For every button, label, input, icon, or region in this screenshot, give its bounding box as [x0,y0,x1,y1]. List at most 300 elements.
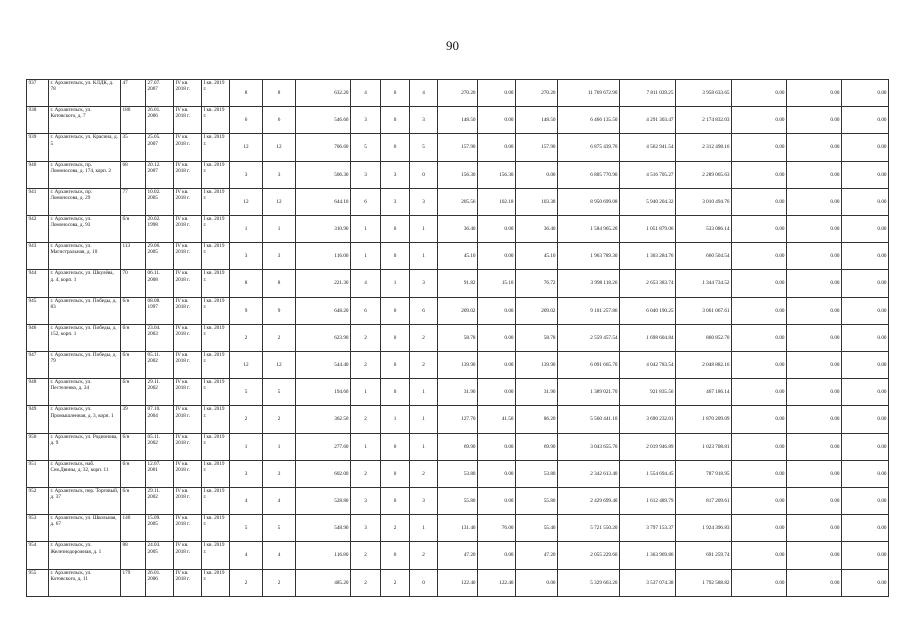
cost-other-cell: 0.00 [787,80,842,107]
planned-quarter-cell: IV кв. 2018 г. [174,80,202,107]
table-row [27,515,889,542]
end-quarter-cell: I кв. 2019 г. [202,161,230,188]
area-cell: 362.50 [296,406,351,433]
rooms-private-cell: 0 [410,161,438,188]
rooms-private-cell: 3 [410,188,438,215]
cost-total-cell: 2 429 699.40 [558,488,620,515]
doc-number-cell: 77 [121,188,146,215]
residents-total-cell: 12 [230,352,263,379]
residents-total-cell: 3 [230,460,263,487]
rooms-total-cell: 1 [351,216,381,243]
cost-local-cell: 0.00 [732,216,787,243]
doc-number-cell: б/н [121,324,146,351]
rooms-private-cell: 1 [410,515,438,542]
planned-quarter-cell: IV кв. 2018 г. [174,134,202,161]
cost-fund-cell: 1 612 489.79 [620,488,676,515]
row-number: 949 [27,406,49,433]
end-quarter-cell: I кв. 2019 г. [202,270,230,297]
planned-quarter-cell: IV кв. 2018 г. [174,297,202,324]
cost-fund-cell: 3 690 232.01 [620,406,676,433]
cost-region-cell: 467 186.14 [676,379,732,406]
cost-region-cell: 660 504.54 [676,243,732,270]
area-total-cell: 122.40 [438,569,478,596]
end-quarter-cell: I кв. 2019 г. [202,542,230,569]
area-total-cell: 139.90 [438,352,478,379]
cost-extra-cell: 0.00 [842,243,889,270]
cost-extra-cell: 0.00 [842,297,889,324]
cost-region-cell: 2 312 498.16 [676,134,732,161]
area-cell: 194.60 [296,379,351,406]
cost-region-cell: 2 048 882.16 [676,352,732,379]
cost-fund-cell: 3 797 153.37 [620,515,676,542]
planned-quarter-cell: IV кв. 2018 г. [174,379,202,406]
cost-region-cell: 1 924 396.83 [676,515,732,542]
rooms-private-cell: 1 [410,406,438,433]
cost-total-cell: 5 329 663.20 [558,569,620,596]
doc-date-cell: 26.01. 2006 [146,569,174,596]
area-cell: 644.10 [296,188,351,215]
cost-fund-cell: 2 653 383.74 [620,270,676,297]
residents-resettled-cell: 12 [263,188,296,215]
area-total-cell: 209.02 [438,297,478,324]
cost-extra-cell: 0.00 [842,433,889,460]
cost-extra-cell: 0.00 [842,161,889,188]
residents-total-cell: 12 [230,188,263,215]
cost-fund-cell: 1 051 879.06 [620,216,676,243]
row-number: 954 [27,542,49,569]
planned-quarter-cell: IV кв. 2018 г. [174,406,202,433]
cost-region-cell: 787 918.95 [676,460,732,487]
rooms-municipal-cell: 0 [381,379,410,406]
cost-local-cell: 0.00 [732,297,787,324]
rooms-private-cell: 1 [410,379,438,406]
doc-date-cell: 26.01. 2006 [146,107,174,134]
cost-total-cell: 11 769 672.90 [558,80,620,107]
area-cell: 546.60 [296,107,351,134]
rooms-total-cell: 2 [351,324,381,351]
cost-local-cell: 0.00 [732,460,787,487]
doc-date-cell: 29.11. 2002 [146,379,174,406]
address-cell: г. Архангельск, пр. Ломоносова, д. 174, корп. 2 [49,161,121,188]
area-cell: 277.60 [296,433,351,460]
cost-other-cell: 0.00 [787,107,842,134]
cost-local-cell: 0.00 [732,379,787,406]
table-row [27,216,889,243]
residents-resettled-cell: 4 [263,542,296,569]
rooms-private-cell: 3 [410,270,438,297]
address-cell: г. Архангельск, наб. Сев.Двины, д. 32, корп. 11 [49,460,121,487]
cost-total-cell: 3 043 655.70 [558,433,620,460]
doc-date-cell: 20.12. 2007 [146,161,174,188]
row-number: 955 [27,569,49,596]
table-row [27,379,889,406]
cost-region-cell: 2 174 832.03 [676,107,732,134]
end-quarter-cell: I кв. 2019 г. [202,515,230,542]
end-quarter-cell: I кв. 2019 г. [202,406,230,433]
rooms-municipal-cell: 1 [381,406,410,433]
area-private-cell: 55.40 [516,515,558,542]
rooms-municipal-cell: 0 [381,107,410,134]
cost-local-cell: 0.00 [732,270,787,297]
end-quarter-cell: I кв. 2019 г. [202,107,230,134]
rooms-total-cell: 5 [351,134,381,161]
cost-fund-cell: 7 811 039.25 [620,80,676,107]
area-private-cell: 270.20 [516,80,558,107]
area-total-cell: 53.80 [438,460,478,487]
doc-date-cell: 05.11. 2002 [146,352,174,379]
doc-number-cell: 180 [121,107,146,134]
area-cell: 548.90 [296,515,351,542]
table-row [27,134,889,161]
rooms-municipal-cell: 0 [381,134,410,161]
area-private-cell: 69.90 [516,433,558,460]
area-total-cell: 31.90 [438,379,478,406]
doc-number-cell: б/н [121,433,146,460]
cost-extra-cell: 0.00 [842,515,889,542]
planned-quarter-cell: IV кв. 2018 г. [174,188,202,215]
planned-quarter-cell: IV кв. 2018 г. [174,488,202,515]
residents-resettled-cell: 3 [263,243,296,270]
residents-resettled-cell: 2 [263,324,296,351]
residents-resettled-cell: 8 [263,270,296,297]
area-cell: 221.30 [296,270,351,297]
cost-extra-cell: 0.00 [842,379,889,406]
area-total-cell: 148.50 [438,107,478,134]
end-quarter-cell: I кв. 2019 г. [202,433,230,460]
area-total-cell: 91.82 [438,270,478,297]
area-municipal-cell: 76.00 [478,515,516,542]
rooms-total-cell: 2 [351,569,381,596]
doc-date-cell: 24.03. 2005 [146,542,174,569]
address-cell: г. Архангельск, ул. Победы, д. 152, корп. 1 [49,324,121,351]
row-number: 952 [27,488,49,515]
row-number: 946 [27,324,49,351]
doc-number-cell: 179 [121,569,146,596]
cost-local-cell: 0.00 [732,406,787,433]
doc-number-cell: 68 [121,161,146,188]
cost-extra-cell: 0.00 [842,352,889,379]
row-number: 945 [27,297,49,324]
cost-total-cell: 1 963 789.30 [558,243,620,270]
rooms-total-cell: 3 [351,161,381,188]
area-total-cell: 270.20 [438,80,478,107]
row-number: 940 [27,161,49,188]
area-cell: 506.30 [296,161,351,188]
residents-total-cell: 8 [230,270,263,297]
table-row [27,488,889,515]
area-municipal-cell: 0.00 [478,460,516,487]
rooms-total-cell: 1 [351,433,381,460]
cost-total-cell: 1 584 965.20 [558,216,620,243]
rooms-total-cell: 6 [351,188,381,215]
doc-date-cell: 06.11. 2008 [146,270,174,297]
cost-total-cell: 1 389 021.70 [558,379,620,406]
address-cell: г. Архангельск, ул. Школьная, д. 67 [49,515,121,542]
page-number: 90 [446,38,459,53]
doc-date-cell: 27.07. 2007 [146,80,174,107]
address-cell: г. Архангельск, ул. Красина, д. 5 [49,134,121,161]
area-private-cell: 148.50 [516,107,558,134]
address-cell: г. Архангельск, ул. Родионова, д. 9 [49,433,121,460]
area-cell: 623.90 [296,324,351,351]
cost-region-cell: 1 023 708.81 [676,433,732,460]
area-total-cell: 55.80 [438,488,478,515]
rooms-municipal-cell: 0 [381,352,410,379]
address-cell: г. Архангельск, ул. Котовского, д. 11 [49,569,121,596]
doc-date-cell: 12.07. 2001 [146,460,174,487]
cost-region-cell: 3 061 067.61 [676,297,732,324]
cost-region-cell: 3 010 494.76 [676,188,732,215]
area-private-cell: 36.40 [516,216,558,243]
cost-local-cell: 0.00 [732,80,787,107]
cost-other-cell: 0.00 [787,460,842,487]
doc-date-cell: 25.05. 2007 [146,134,174,161]
rooms-municipal-cell: 0 [381,216,410,243]
cost-local-cell: 0.00 [732,243,787,270]
residents-resettled-cell: 2 [263,569,296,596]
residents-resettled-cell: 1 [263,216,296,243]
area-private-cell: 47.20 [516,542,558,569]
residents-total-cell: 9 [230,297,263,324]
cost-fund-cell: 5 940 204.32 [620,188,676,215]
rooms-municipal-cell: 2 [381,569,410,596]
area-total-cell: 45.10 [438,243,478,270]
doc-number-cell: 47 [121,80,146,107]
area-cell: 310.90 [296,216,351,243]
cost-local-cell: 0.00 [732,515,787,542]
rooms-municipal-cell: 3 [381,161,410,188]
cost-other-cell: 0.00 [787,406,842,433]
residents-total-cell: 3 [230,243,263,270]
cost-fund-cell: 1 554 694.45 [620,460,676,487]
planned-quarter-cell: IV кв. 2018 г. [174,161,202,188]
table-row [27,80,889,107]
area-municipal-cell: 122.40 [478,569,516,596]
residents-total-cell: 3 [230,161,263,188]
planned-quarter-cell: IV кв. 2018 г. [174,107,202,134]
area-total-cell: 156.30 [438,161,478,188]
cost-other-cell: 0.00 [787,352,842,379]
cost-fund-cell: 1 303 284.76 [620,243,676,270]
cost-other-cell: 0.00 [787,297,842,324]
doc-date-cell: 07.10. 2004 [146,406,174,433]
residents-total-cell: 2 [230,406,263,433]
area-private-cell: 45.10 [516,243,558,270]
area-private-cell: 0.00 [516,161,558,188]
planned-quarter-cell: IV кв. 2018 г. [174,243,202,270]
residents-resettled-cell: 1 [263,433,296,460]
area-municipal-cell: 0.00 [478,297,516,324]
area-municipal-cell: 0.00 [478,134,516,161]
cost-total-cell: 2 342 613.40 [558,460,620,487]
area-total-cell: 47.20 [438,542,478,569]
table-row [27,297,889,324]
rooms-municipal-cell: 3 [381,188,410,215]
residents-resettled-cell: 3 [263,460,296,487]
address-cell: г. Архангельск, ул. Железнодорожная, д. 1 [49,542,121,569]
residents-resettled-cell: 5 [263,379,296,406]
end-quarter-cell: I кв. 2019 г. [202,352,230,379]
doc-number-cell: 39 [121,406,146,433]
area-private-cell: 103.38 [516,188,558,215]
rooms-total-cell: 1 [351,379,381,406]
cost-region-cell: 1 344 734.52 [676,270,732,297]
doc-date-cell: 29.06. 2005 [146,243,174,270]
row-number: 941 [27,188,49,215]
cost-local-cell: 0.00 [732,161,787,188]
cost-fund-cell: 2 019 946.89 [620,433,676,460]
cost-total-cell: 2 559 457.54 [558,324,620,351]
cost-other-cell: 0.00 [787,569,842,596]
cost-region-cell: 2 289 065.63 [676,161,732,188]
residents-resettled-cell: 8 [263,80,296,107]
rooms-total-cell: 2 [351,542,381,569]
cost-other-cell: 0.00 [787,379,842,406]
doc-date-cell: 29.11. 2002 [146,488,174,515]
area-municipal-cell: 0.00 [478,379,516,406]
cost-other-cell: 0.00 [787,188,842,215]
table-row [27,107,889,134]
row-number: 947 [27,352,49,379]
planned-quarter-cell: IV кв. 2018 г. [174,270,202,297]
area-cell: 116.00 [296,243,351,270]
planned-quarter-cell: IV кв. 2018 г. [174,460,202,487]
area-municipal-cell: 0.00 [478,216,516,243]
rooms-total-cell: 4 [351,270,381,297]
doc-date-cell: 05.11. 2002 [146,433,174,460]
cost-fund-cell: 4 516 705.27 [620,161,676,188]
cost-extra-cell: 0.00 [842,324,889,351]
area-municipal-cell: 156.30 [478,161,516,188]
cost-other-cell: 0.00 [787,515,842,542]
address-cell: г. Архангельск, ул. КЛДК, д. 78 [49,80,121,107]
cost-local-cell: 0.00 [732,188,787,215]
row-number: 943 [27,243,49,270]
end-quarter-cell: I кв. 2019 г. [202,379,230,406]
rooms-total-cell: 3 [351,515,381,542]
cost-other-cell: 0.00 [787,433,842,460]
cost-local-cell: 0.00 [732,569,787,596]
table-row [27,352,889,379]
table-row [27,324,889,351]
doc-number-cell: б/н [121,488,146,515]
end-quarter-cell: I кв. 2019 г. [202,134,230,161]
cost-extra-cell: 0.00 [842,134,889,161]
rooms-municipal-cell: 0 [381,297,410,324]
residents-resettled-cell: 12 [263,352,296,379]
doc-date-cell: 20.02. 1998 [146,216,174,243]
address-cell: г. Архангельск, ул. Победы, д. 83 [49,297,121,324]
planned-quarter-cell: IV кв. 2018 г. [174,542,202,569]
rooms-private-cell: 3 [410,488,438,515]
doc-date-cell: 23.04. 2003 [146,324,174,351]
area-municipal-cell: 41.50 [478,406,516,433]
cost-other-cell: 0.00 [787,134,842,161]
residents-total-cell: 8 [230,80,263,107]
residents-resettled-cell: 4 [263,488,296,515]
rooms-private-cell: 3 [410,107,438,134]
residents-total-cell: 1 [230,216,263,243]
area-cell: 648.20 [296,297,351,324]
area-municipal-cell: 0.00 [478,542,516,569]
cost-region-cell: 3 958 633.65 [676,80,732,107]
end-quarter-cell: I кв. 2019 г. [202,216,230,243]
area-private-cell: 209.02 [516,297,558,324]
rooms-private-cell: 2 [410,542,438,569]
residents-total-cell: 5 [230,379,263,406]
rooms-municipal-cell: 0 [381,488,410,515]
doc-number-cell: 88 [121,542,146,569]
cost-local-cell: 0.00 [732,324,787,351]
doc-number-cell: 113 [121,243,146,270]
cost-region-cell: 691 259.74 [676,542,732,569]
area-municipal-cell: 0.00 [478,243,516,270]
doc-number-cell: б/н [121,379,146,406]
cost-local-cell: 0.00 [732,433,787,460]
rooms-municipal-cell: 2 [381,515,410,542]
table-row [27,569,889,596]
planned-quarter-cell: IV кв. 2018 г. [174,216,202,243]
cost-total-cell: 9 101 257.86 [558,297,620,324]
area-municipal-cell: 102.18 [478,188,516,215]
address-cell: г. Архангельск, ул. Магистральная, д. 10 [49,243,121,270]
address-cell: г. Архангельск, ул. Ломоносова, д. 93 [49,216,121,243]
area-total-cell: 127.70 [438,406,478,433]
planned-quarter-cell: IV кв. 2018 г. [174,433,202,460]
residents-resettled-cell: 5 [263,515,296,542]
doc-number-cell: б/н [121,352,146,379]
cost-other-cell: 0.00 [787,542,842,569]
row-number: 948 [27,379,49,406]
cost-extra-cell: 0.00 [842,107,889,134]
cost-total-cell: 5 560 441.10 [558,406,620,433]
rooms-municipal-cell: 0 [381,324,410,351]
address-cell: г. Архангельск, ул. Шкулёва, д. 4, корп. 1 [49,270,121,297]
residents-resettled-cell: 6 [263,107,296,134]
rooms-private-cell: 4 [410,80,438,107]
rooms-municipal-cell: 0 [381,243,410,270]
rooms-municipal-cell: 1 [381,270,410,297]
address-cell: г. Архангельск, ул. Промышленная, д. 3, корп. 1 [49,406,121,433]
cost-local-cell: 0.00 [732,134,787,161]
area-total-cell: 131.40 [438,515,478,542]
doc-date-cell: 15.09. 2005 [146,515,174,542]
planned-quarter-cell: IV кв. 2018 г. [174,515,202,542]
rooms-private-cell: 1 [410,433,438,460]
table-row [27,243,889,270]
area-private-cell: 86.20 [516,406,558,433]
area-cell: 602.00 [296,460,351,487]
planned-quarter-cell: IV кв. 2018 г. [174,352,202,379]
cost-fund-cell: 6 040 190.25 [620,297,676,324]
area-total-cell: 58.78 [438,324,478,351]
doc-number-cell: б/н [121,216,146,243]
rooms-private-cell: 2 [410,324,438,351]
cost-extra-cell: 0.00 [842,569,889,596]
table-row [27,161,889,188]
rooms-municipal-cell: 0 [381,433,410,460]
rooms-total-cell: 2 [351,352,381,379]
area-total-cell: 157.90 [438,134,478,161]
doc-number-cell: 140 [121,515,146,542]
area-municipal-cell: 0.00 [478,352,516,379]
area-cell: 485.20 [296,569,351,596]
cost-total-cell: 3 998 118.26 [558,270,620,297]
rooms-total-cell: 4 [351,80,381,107]
rooms-total-cell: 3 [351,488,381,515]
row-number: 950 [27,433,49,460]
cost-other-cell: 0.00 [787,324,842,351]
